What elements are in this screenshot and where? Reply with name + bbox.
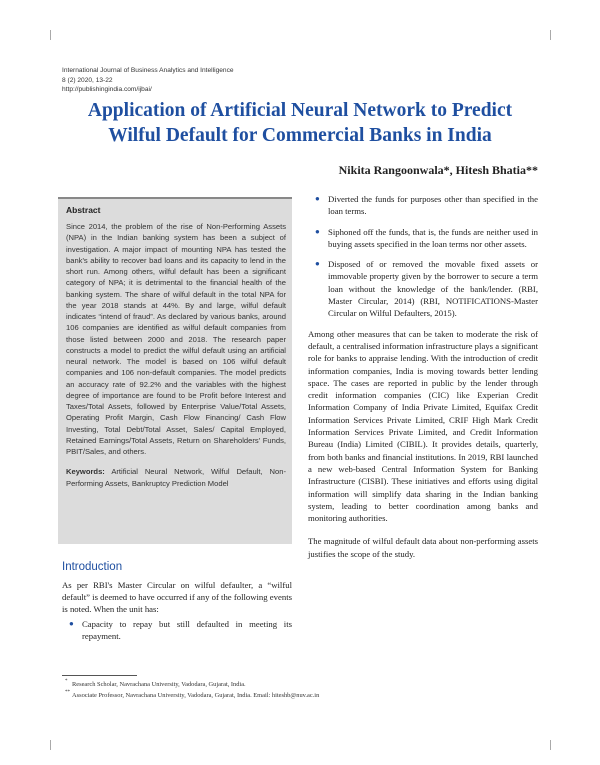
default-events-list: [308, 193, 538, 320]
footnotes: [62, 679, 542, 701]
footnote-text: Associate Professor, Navrachana University, Vadodara, Gujarat, India. Email: hiteshb@nuv.ac.in: [72, 692, 320, 699]
journal-issue: 8 (2) 2020, 13-22: [62, 76, 113, 84]
crop-mark: [550, 740, 551, 750]
left-column: [62, 579, 292, 642]
footnote-mark: *: [65, 679, 68, 684]
bullet-icon: ●: [315, 226, 320, 236]
abstract-text: Since 2014, the problem of the rise of Non-Performing Assets (NPA) in the Indian banking system has been a subject of investigation. A major impact of mounting NPA has tested the bank's ability to recover bad loans and its capacity to lend in the short run. Among others, wilful default has been a significant category of NPA; it is detrimental to the financial health of the banking system. The share of wilful default in the total NPA for the year 2018 stands at 44%. By and large, wilful default indicates “intend of fraud”. As declared by various banks, around 106 companies are identified as wilful default companies from those listed between 2000 and 2018. The research paper constructs a model to predict the wilful default using an artificial neural network. The model is based on 106 wilful default companies and 106 non-default companies. The model predicts an accuracy rate of 92.2% and the variables with the highest degree of importance are found to be Profit before Interest and Taxes/Total Assets, followed by Enterprise Value/Total Assets, Operating Profit Margin, Cash Flow Financing/ Cash Flow Investing, Total Debt/Total Asset, Sales/ Capital Employed, Retained Earnings/Total Assets, Return on Shareholders' Funds, PBIT/Sales, and others.: [66, 222, 286, 456]
intro-bullet-list: [62, 618, 292, 642]
list-item: [308, 193, 538, 218]
abstract-box: [58, 197, 292, 544]
list-item: [62, 618, 292, 642]
footnote: [62, 679, 542, 690]
intro-paragraph: As per RBI's Master Circular on wilful defaulter, a “wilful default” is deemed to have occurred if any of the following events is noted. When the unit has:: [62, 580, 292, 615]
keywords-text: Artificial Neural Network, Wilful Default, Non-Performing Assets, Bankruptcy Prediction Model: [66, 467, 286, 488]
journal-url[interactable]: http://publishingindia.com/ijbai/: [62, 86, 152, 93]
footnote-mark: **: [65, 690, 70, 695]
crop-mark: [550, 30, 551, 40]
crop-mark: [50, 740, 51, 750]
list-item-text: Diverted the funds for purposes other than specified in the loan terms.: [328, 194, 538, 217]
body-paragraph: The magnitude of wilful default data about non-performing assets justifies the scope of the study.: [308, 536, 538, 559]
footnote: [62, 690, 542, 701]
bullet-icon: ●: [69, 618, 74, 628]
abstract-heading: Abstract: [66, 205, 101, 215]
list-item: [308, 226, 538, 251]
introduction-heading: Introduction: [62, 561, 123, 573]
list-item-text: Disposed of or removed the movable fixed assets or immovable property given by the borrower to secure a term loan without the knowledge of the bank/lender. (RBI, Master Circular, 2014) (RBI, NOTIFICATIONS-Master Circular on Wilful Defaulters, 2015).: [328, 259, 538, 319]
journal-header: [62, 66, 234, 95]
right-column: [308, 193, 538, 571]
bullet-icon: ●: [315, 259, 320, 269]
paper-title: [40, 98, 560, 148]
title-line: Wilful Default for Commercial Banks in India: [108, 125, 492, 146]
title-line: Application of Artificial Neural Network to Predict: [87, 100, 513, 121]
journal-name: International Journal of Business Analytics and Intelligence: [62, 67, 234, 74]
list-item: [308, 258, 538, 319]
authors: Nikita Rangoonwala*, Hitesh Bhatia**: [338, 163, 538, 177]
list-item-text: Capacity to repay but still defaulted in meeting its repayment.: [82, 618, 292, 641]
bullet-icon: ●: [315, 194, 320, 203]
keywords: [66, 466, 286, 489]
body-paragraph: Among other measures that can be taken to moderate the risk of default, a centralised information infrastructure plays a significant role for banks to appraise lending. With the introduction of credit information companies, India is moving towards better lending space. The cases are reported in public by the lender through credit information companies (CIC) like Experian Credit Information Company of India Private Limited, Equifax Credit Information Services Private Limited, CRIF High Mark Credit Information Services Private Limited, and Credit Information Bureau (India) Limited (CIBIL). It provides details, quarterly, from both banks and financial institutions. In 2019, RBI launched a new web-based Central Information System for Banking Infrastructure (CISBI). These initiatives and efforts using digital information will simplify data sharing in the Indian banking system, leading to better coordination among banks and monitoring authorities.: [308, 328, 538, 524]
crop-mark: [50, 30, 51, 40]
footnote-text: Research Scholar, Navrachana University, Vadodara, Gujarat, India.: [72, 681, 246, 688]
keywords-label: Keywords:: [66, 467, 105, 477]
footnote-divider: [62, 675, 137, 676]
list-item-text: Siphoned off the funds, that is, the funds are neither used in buying assets specified in the loan terms nor other assets.: [328, 226, 538, 249]
